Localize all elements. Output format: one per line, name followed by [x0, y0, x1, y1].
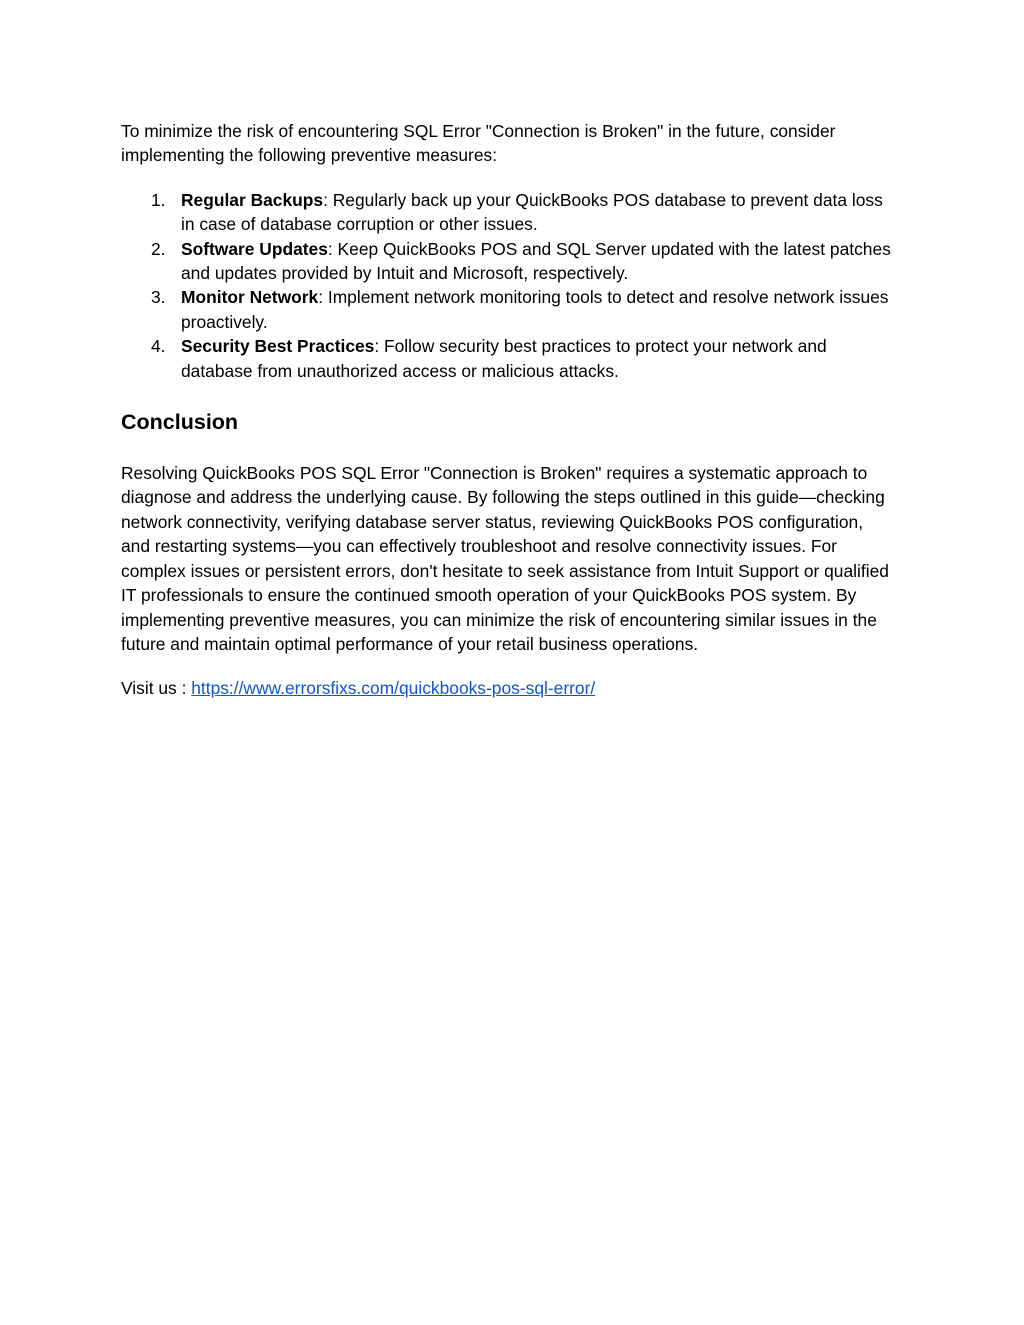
list-item-title: Security Best Practices	[181, 336, 375, 357]
list-item-title: Monitor Network	[181, 287, 319, 308]
list-item-title: Software Updates	[181, 238, 328, 259]
list-item	[121, 334, 896, 383]
intro-paragraph: To minimize the risk of encountering SQL Error "Connection is Broken" in the future, consider implementing the following preventive measures:	[121, 121, 836, 166]
visit-line	[121, 676, 896, 700]
list-item	[121, 188, 896, 237]
list-item	[121, 285, 896, 334]
list-item-number: 4.	[151, 336, 166, 357]
conclusion-paragraph: Resolving QuickBooks POS SQL Error "Connection is Broken" requires a systematic approach to diagnose and address the underlying cause. By following the steps outlined in this guide—checking network connectivity, verifying database server status, reviewing QuickBooks POS configuration, and restarting systems—you can effectively troubleshoot and resolve connectivity issues. For complex issues or persistent errors, don't hesitate to seek assistance from Intuit Support or qualified IT professionals to ensure the continued smooth operation of your QuickBooks POS system. By implementing preventive measures, you can minimize the risk of encountering similar issues in the future and maintain optimal performance of your retail business operations.	[121, 463, 889, 654]
visit-link[interactable]: https://www.errorsfixs.com/quickbooks-pos-sql-error/	[191, 678, 596, 699]
list-item-number: 2.	[151, 238, 166, 259]
document-page	[121, 119, 896, 701]
visit-label: Visit us :	[121, 678, 192, 699]
conclusion-heading: Conclusion	[121, 410, 239, 435]
list-item-text: : Keep QuickBooks POS and SQL Server updated with the latest patches and updates provided by Intuit and Microsoft, respectively.	[181, 238, 891, 284]
preventive-measures-list	[121, 188, 896, 383]
list-item-text: : Implement network monitoring tools to detect and resolve network issues proactively.	[181, 287, 889, 332]
list-item-text: : Regularly back up your QuickBooks POS database to prevent data loss in case of database corruption or other issues.	[181, 189, 883, 235]
list-item-number: 3.	[151, 287, 166, 308]
list-item	[121, 237, 896, 286]
list-item-text: : Follow security best practices to protect your network and database from unauthorized access or malicious attacks.	[181, 336, 827, 381]
list-item-number: 1.	[151, 189, 166, 210]
list-item-title: Regular Backups	[181, 189, 324, 210]
